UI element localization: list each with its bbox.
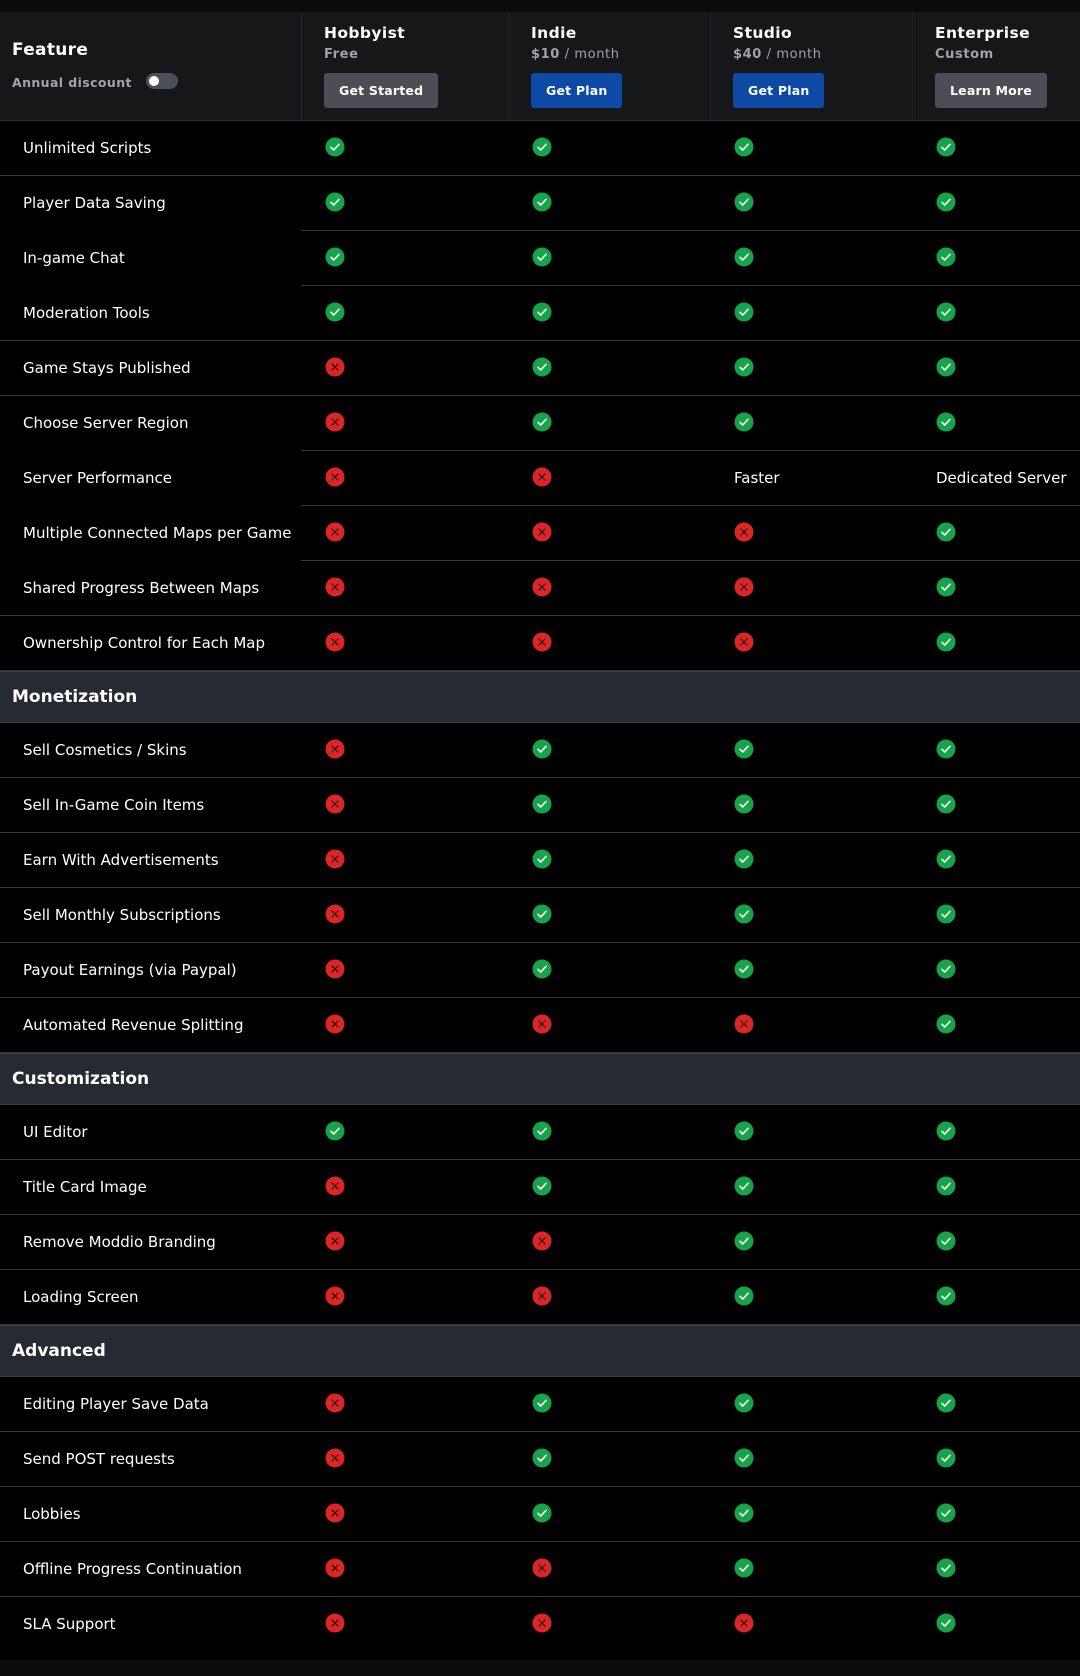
feature-label: UI Editor [23, 1123, 88, 1141]
section-header-advanced [0, 1325, 1080, 1377]
plan-cell [325, 1377, 345, 1432]
plan-cell [325, 451, 345, 506]
check-circle-icon [734, 1121, 754, 1141]
check-circle-icon [532, 247, 552, 267]
feature-row [0, 121, 1080, 176]
check-circle-icon [936, 247, 956, 267]
check-circle-icon [532, 904, 552, 924]
plan-price-amount: Custom [935, 47, 994, 62]
plan-cell [532, 616, 552, 671]
feature-label: Automated Revenue Splitting [23, 1016, 244, 1034]
feature-row [0, 1160, 1080, 1215]
plan-cell [936, 561, 956, 616]
feature-label: Moderation Tools [23, 304, 150, 322]
plan-cell [936, 286, 956, 341]
feature-label: Sell Cosmetics / Skins [23, 741, 187, 759]
plan-cell [532, 998, 552, 1053]
feature-row [0, 723, 1080, 778]
plan-cell [532, 778, 552, 833]
plan-cell [532, 833, 552, 888]
check-circle-icon [936, 1176, 956, 1196]
get-plan-button[interactable]: Get Plan [733, 73, 824, 108]
feature-row [0, 1105, 1080, 1160]
feature-row [0, 1487, 1080, 1542]
check-circle-icon [734, 739, 754, 759]
check-circle-icon [936, 192, 956, 212]
feature-row [0, 943, 1080, 998]
plan-cell [532, 888, 552, 943]
feature-label: Sell In-Game Coin Items [23, 796, 205, 814]
plan-cell [734, 1215, 754, 1270]
cross-circle-icon [532, 1558, 552, 1578]
plan-cell [936, 1542, 956, 1597]
cross-circle-icon [325, 1231, 345, 1251]
plan-cell [325, 121, 345, 176]
plan-cell [734, 286, 754, 341]
feature-label: Choose Server Region [23, 414, 189, 432]
check-circle-icon [325, 192, 345, 212]
plan-cell [532, 286, 552, 341]
plan-price-amount: Free [324, 47, 359, 62]
check-circle-icon [325, 302, 345, 322]
check-circle-icon [936, 739, 956, 759]
plan-cell [325, 286, 345, 341]
cross-circle-icon [532, 467, 552, 487]
plan-cell [936, 1105, 956, 1160]
check-circle-icon [734, 412, 754, 432]
cross-circle-icon [325, 577, 345, 597]
check-circle-icon [734, 1503, 754, 1523]
feature-row [0, 506, 1080, 561]
feature-row [0, 286, 1080, 341]
check-circle-icon [532, 739, 552, 759]
check-circle-icon [532, 412, 552, 432]
cross-circle-icon [325, 1176, 345, 1196]
plan-cell [325, 1270, 345, 1325]
plan-cell [532, 1105, 552, 1160]
cross-circle-icon [532, 1014, 552, 1034]
check-circle-icon [936, 1286, 956, 1306]
plan-cell [936, 1377, 956, 1432]
cross-circle-icon [532, 522, 552, 542]
plan-cell [936, 778, 956, 833]
annual-discount-toggle[interactable] [146, 73, 178, 89]
cross-circle-icon [325, 1448, 345, 1468]
check-circle-icon [532, 794, 552, 814]
cross-circle-icon [734, 632, 754, 652]
check-circle-icon [734, 1558, 754, 1578]
check-circle-icon [532, 1121, 552, 1141]
check-circle-icon [734, 137, 754, 157]
plan-cell [532, 943, 552, 998]
plan-cell [734, 1160, 754, 1215]
plan-cell [532, 1542, 552, 1597]
plan-cell [936, 396, 956, 451]
plan-cell [734, 506, 754, 561]
plan-cell [936, 888, 956, 943]
feature-label: Game Stays Published [23, 359, 191, 377]
feature-row [0, 616, 1080, 671]
check-circle-icon [532, 1176, 552, 1196]
plan-cell [734, 176, 754, 231]
plan-name: Indie [531, 24, 577, 42]
check-circle-icon [936, 137, 956, 157]
cross-circle-icon [532, 1286, 552, 1306]
plan-price-period: / month [559, 47, 620, 62]
feature-row [0, 1270, 1080, 1325]
check-circle-icon [532, 302, 552, 322]
plan-cell [936, 1215, 956, 1270]
section-title: Monetization [12, 687, 138, 707]
check-circle-icon [734, 1393, 754, 1413]
plan-cell [532, 1487, 552, 1542]
plan-cell [325, 341, 345, 396]
plan-cell [532, 1597, 552, 1652]
plan-cell: Faster [734, 469, 780, 487]
feature-label: Shared Progress Between Maps [23, 579, 260, 597]
feature-label: Editing Player Save Data [23, 1395, 209, 1413]
annual-discount-label: Annual discount [12, 75, 132, 90]
plan-cell [936, 1597, 956, 1652]
feature-label: In-game Chat [23, 249, 125, 267]
plan-cell [734, 723, 754, 778]
cross-circle-icon [325, 632, 345, 652]
plan-cell [734, 1432, 754, 1487]
feature-row [0, 778, 1080, 833]
feature-label: Lobbies [23, 1505, 81, 1523]
check-circle-icon [325, 137, 345, 157]
plan-price-amount: $10 [531, 47, 560, 62]
plan-price-amount: $40 [733, 47, 762, 62]
feature-label: Send POST requests [23, 1450, 175, 1468]
feature-label: Loading Screen [23, 1288, 139, 1306]
check-circle-icon [936, 1613, 956, 1633]
check-circle-icon [734, 192, 754, 212]
feature-label: Ownership Control for Each Map [23, 634, 265, 652]
check-circle-icon [532, 192, 552, 212]
check-circle-icon [734, 849, 754, 869]
plan-cell [325, 616, 345, 671]
plan-cell [936, 1432, 956, 1487]
plan-price [531, 47, 620, 62]
check-circle-icon [734, 1448, 754, 1468]
feature-header-cell [0, 12, 302, 120]
check-circle-icon [734, 1176, 754, 1196]
plan-cell [734, 833, 754, 888]
cross-circle-icon [532, 1613, 552, 1633]
feature-row [0, 451, 1080, 506]
plan-cell [734, 998, 754, 1053]
check-circle-icon [936, 357, 956, 377]
cross-circle-icon [325, 412, 345, 432]
check-circle-icon [532, 849, 552, 869]
plan-cell [532, 176, 552, 231]
plan-cell [734, 1377, 754, 1432]
plan-cell [325, 396, 345, 451]
plan-cell [325, 778, 345, 833]
plan-cell [532, 1215, 552, 1270]
plan-cell [734, 341, 754, 396]
check-circle-icon [936, 1121, 956, 1141]
plan-cell [325, 506, 345, 561]
plan-cell [936, 1487, 956, 1542]
plan-cell [734, 616, 754, 671]
feature-label: Server Performance [23, 469, 173, 487]
plan-cell [325, 943, 345, 998]
check-circle-icon [936, 577, 956, 597]
plan-cell [532, 341, 552, 396]
plan-cell [936, 1160, 956, 1215]
feature-label: SLA Support [23, 1615, 116, 1633]
plan-header-hobbyist [301, 12, 509, 120]
cross-circle-icon [325, 849, 345, 869]
plan-cell [936, 341, 956, 396]
check-circle-icon [734, 1231, 754, 1251]
plan-cell [936, 616, 956, 671]
plan-cell [734, 943, 754, 998]
check-circle-icon [532, 137, 552, 157]
plan-cell [936, 121, 956, 176]
plan-cell [532, 1160, 552, 1215]
plan-cell [532, 396, 552, 451]
plan-cell [936, 176, 956, 231]
check-circle-icon [936, 849, 956, 869]
plan-header-indie [508, 12, 711, 120]
cross-circle-icon [325, 1393, 345, 1413]
plan-cell [532, 723, 552, 778]
cross-circle-icon [325, 739, 345, 759]
check-circle-icon [936, 522, 956, 542]
get-plan-button[interactable]: Get Plan [531, 73, 622, 108]
cross-circle-icon [325, 904, 345, 924]
feature-label: Unlimited Scripts [23, 139, 152, 157]
plan-cell [532, 1377, 552, 1432]
cross-circle-icon [325, 959, 345, 979]
plan-cell [936, 1270, 956, 1325]
plan-cell [936, 723, 956, 778]
plan-name: Hobbyist [324, 24, 406, 42]
pricing-comparison-table [0, 12, 1080, 1652]
plan-cell [532, 1270, 552, 1325]
plan-price [733, 47, 822, 62]
check-circle-icon [734, 247, 754, 267]
plan-cell [325, 998, 345, 1053]
plan-cell [936, 231, 956, 286]
plan-cell [734, 1270, 754, 1325]
feature-label: Sell Monthly Subscriptions [23, 906, 221, 924]
check-circle-icon [936, 1231, 956, 1251]
get-started-button[interactable]: Get Started [324, 73, 438, 108]
plan-name: Enterprise [935, 24, 1030, 42]
check-circle-icon [936, 1393, 956, 1413]
plan-cell [532, 451, 552, 506]
plan-cell [936, 998, 956, 1053]
check-circle-icon [936, 632, 956, 652]
cross-circle-icon [325, 794, 345, 814]
section-header-customization [0, 1053, 1080, 1105]
check-circle-icon [936, 1558, 956, 1578]
cross-circle-icon [325, 1558, 345, 1578]
cross-circle-icon [532, 577, 552, 597]
plan-cell: Dedicated Server [936, 469, 1067, 487]
check-circle-icon [936, 904, 956, 924]
check-circle-icon [734, 357, 754, 377]
feature-label: Earn With Advertisements [23, 851, 219, 869]
table-body [0, 121, 1080, 1652]
feature-label: Multiple Connected Maps per Game [23, 524, 292, 542]
plan-cell [734, 1597, 754, 1652]
plan-header-enterprise [912, 12, 1080, 120]
check-circle-icon [532, 357, 552, 377]
feature-row [0, 1542, 1080, 1597]
feature-row [0, 231, 1080, 286]
section-title: Advanced [12, 1341, 106, 1361]
check-circle-icon [936, 1448, 956, 1468]
cross-circle-icon [325, 522, 345, 542]
cross-circle-icon [734, 1014, 754, 1034]
plan-cell [734, 1487, 754, 1542]
plan-cell [532, 231, 552, 286]
plan-cell [734, 561, 754, 616]
plan-cell [734, 1542, 754, 1597]
plan-cell [532, 1432, 552, 1487]
check-circle-icon [734, 959, 754, 979]
feature-label: Remove Moddio Branding [23, 1233, 216, 1251]
feature-label: Offline Progress Continuation [23, 1560, 242, 1578]
plan-cell [325, 1487, 345, 1542]
check-circle-icon [734, 1286, 754, 1306]
toggle-knob [149, 76, 159, 86]
cross-circle-icon [325, 1613, 345, 1633]
feature-row [0, 341, 1080, 396]
plan-cell [325, 1215, 345, 1270]
plan-price-period: / month [761, 47, 822, 62]
cross-circle-icon [325, 467, 345, 487]
check-circle-icon [325, 1121, 345, 1141]
plan-cell [936, 506, 956, 561]
plan-cell [936, 943, 956, 998]
plan-cell [325, 833, 345, 888]
plan-price [935, 47, 994, 62]
cross-circle-icon [734, 1613, 754, 1633]
plan-cell [734, 121, 754, 176]
check-circle-icon [532, 959, 552, 979]
check-circle-icon [936, 794, 956, 814]
cross-circle-icon [734, 522, 754, 542]
feature-row [0, 833, 1080, 888]
feature-column-title: Feature [12, 40, 89, 60]
check-circle-icon [734, 794, 754, 814]
plan-cell [325, 888, 345, 943]
plan-cell [325, 1432, 345, 1487]
plan-cell [532, 561, 552, 616]
feature-row [0, 998, 1080, 1053]
bottom-strip [0, 1660, 1080, 1676]
check-circle-icon [532, 1393, 552, 1413]
plan-cell [325, 231, 345, 286]
plan-cell [936, 833, 956, 888]
plan-cell [532, 121, 552, 176]
cross-circle-icon [532, 632, 552, 652]
section-title: Customization [12, 1069, 150, 1089]
plan-header-studio [710, 12, 913, 120]
plan-price [324, 47, 359, 62]
top-strip [0, 0, 1080, 12]
plan-cell [325, 723, 345, 778]
plan-name: Studio [733, 24, 793, 42]
feature-label: Title Card Image [23, 1178, 147, 1196]
check-circle-icon [325, 247, 345, 267]
cross-circle-icon [325, 357, 345, 377]
check-circle-icon [532, 1448, 552, 1468]
plan-cell [325, 1542, 345, 1597]
feature-row [0, 176, 1080, 231]
plan-cell [734, 778, 754, 833]
feature-row [0, 396, 1080, 451]
plan-cell [734, 396, 754, 451]
cross-circle-icon [325, 1503, 345, 1523]
feature-row [0, 1597, 1080, 1652]
plan-cell [325, 1160, 345, 1215]
check-circle-icon [936, 1014, 956, 1034]
feature-row [0, 1215, 1080, 1270]
check-circle-icon [936, 959, 956, 979]
feature-row [0, 1377, 1080, 1432]
plan-cell [734, 231, 754, 286]
cross-circle-icon [532, 1231, 552, 1251]
plan-cell [734, 888, 754, 943]
feature-label: Payout Earnings (via Paypal) [23, 961, 237, 979]
cross-circle-icon [325, 1286, 345, 1306]
check-circle-icon [532, 1503, 552, 1523]
learn-more-button[interactable]: Learn More [935, 73, 1047, 108]
plan-cell [325, 1105, 345, 1160]
plan-cell [325, 561, 345, 616]
feature-row [0, 561, 1080, 616]
cross-circle-icon [734, 577, 754, 597]
plan-cell [734, 1105, 754, 1160]
feature-row [0, 888, 1080, 943]
check-circle-icon [734, 904, 754, 924]
section-header-monetization [0, 671, 1080, 723]
check-circle-icon [936, 1503, 956, 1523]
feature-label: Player Data Saving [23, 194, 166, 212]
plan-cell [325, 176, 345, 231]
table-header [0, 12, 1080, 121]
plan-cell [325, 1597, 345, 1652]
check-circle-icon [734, 302, 754, 322]
plan-cell [532, 506, 552, 561]
feature-row [0, 1432, 1080, 1487]
check-circle-icon [936, 302, 956, 322]
cross-circle-icon [325, 1014, 345, 1034]
check-circle-icon [936, 412, 956, 432]
